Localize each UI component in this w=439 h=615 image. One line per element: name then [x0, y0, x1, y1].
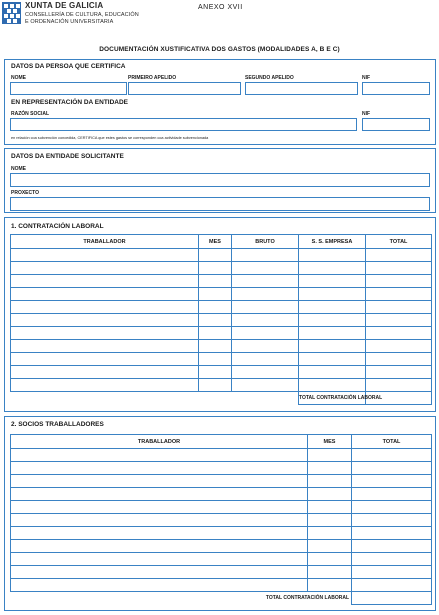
org-department — [25, 12, 139, 25]
labour-table-cell[interactable] — [199, 288, 232, 301]
partners-table-cell[interactable] — [11, 462, 308, 475]
partners-table-cell[interactable] — [352, 514, 432, 527]
partners-table-cell[interactable] — [308, 527, 352, 540]
partners-total-cell[interactable] — [352, 592, 432, 605]
partners-header-row — [11, 435, 432, 449]
partners-table-cell[interactable] — [11, 501, 308, 514]
labour-table-cell[interactable] — [366, 262, 432, 275]
partners-table-cell[interactable] — [308, 566, 352, 579]
partners-table-cell[interactable] — [352, 540, 432, 553]
org-dept-line1: CONSELLERÍA DE CULTURA, EDUCACIÓN — [25, 12, 139, 18]
labour-total-label: TOTAL CONTRATACIÓN LABORAL — [299, 392, 366, 405]
annex-label: ANEXO XVII — [198, 4, 243, 11]
partners-table-cell[interactable] — [352, 501, 432, 514]
nif2-label: NIF — [362, 111, 371, 117]
partners-table-row — [11, 488, 432, 501]
labour-table-cell[interactable] — [199, 262, 232, 275]
partners-table-row — [11, 579, 432, 592]
nome-field[interactable] — [10, 82, 127, 95]
labour-table-cell[interactable] — [11, 301, 199, 314]
partners-table-cell[interactable] — [308, 449, 352, 462]
labour-table-cell[interactable] — [199, 340, 232, 353]
labour-table-row — [11, 301, 432, 314]
labour-table-row — [11, 353, 432, 366]
partners-table-row — [11, 566, 432, 579]
partners-table-cell[interactable] — [11, 514, 308, 527]
labour-table-cell[interactable] — [199, 314, 232, 327]
partners-title: 2. SOCIOS TRABALLADORES — [11, 421, 104, 428]
partners-table-cell[interactable] — [308, 488, 352, 501]
partners-table-cell[interactable] — [308, 514, 352, 527]
labour-table-cell[interactable] — [299, 301, 366, 314]
labour-table-cell[interactable] — [199, 301, 232, 314]
labour-table-cell[interactable] — [366, 301, 432, 314]
partners-table-cell[interactable] — [308, 579, 352, 592]
apelido2-label: SEGUNDO APELIDO — [245, 75, 294, 81]
labour-table-cell[interactable] — [299, 249, 366, 262]
nif-label: NIF — [362, 75, 371, 81]
labour-section — [4, 217, 436, 412]
labour-table-row — [11, 262, 432, 275]
representation-title: EN REPRESENTACIÓN DA ENTIDADE — [11, 99, 129, 106]
labour-table-cell[interactable] — [199, 379, 232, 392]
labour-table-cell[interactable] — [232, 366, 299, 379]
partners-table-cell[interactable] — [352, 449, 432, 462]
labour-table-cell[interactable] — [299, 379, 366, 392]
labour-table-row — [11, 249, 432, 262]
xunta-emblem-icon — [2, 2, 21, 24]
labour-table-cell[interactable] — [232, 249, 299, 262]
labour-table-cell[interactable] — [11, 327, 199, 340]
labour-table-cell[interactable] — [232, 288, 299, 301]
labour-table-cell[interactable] — [366, 379, 432, 392]
labour-table-cell[interactable] — [11, 353, 199, 366]
labour-table-cell[interactable] — [11, 249, 199, 262]
labour-table-cell[interactable] — [299, 340, 366, 353]
labour-col-total: TOTAL — [366, 235, 432, 249]
apelido1-label: PRIMEIRO APELIDO — [128, 75, 177, 81]
partners-table — [10, 434, 432, 605]
certifier-section — [4, 59, 436, 145]
labour-table-cell[interactable] — [232, 275, 299, 288]
labour-table-cell[interactable] — [199, 327, 232, 340]
labour-table-row — [11, 379, 432, 392]
partners-table-cell[interactable] — [308, 501, 352, 514]
applicant-section — [4, 148, 436, 213]
partners-table-cell[interactable] — [11, 449, 308, 462]
partners-table-cell[interactable] — [11, 579, 308, 592]
partners-section — [4, 416, 436, 611]
proxecto-label: PROXECTO — [11, 190, 39, 196]
labour-table-cell[interactable] — [299, 275, 366, 288]
partners-table-row — [11, 475, 432, 488]
partners-table-cell[interactable] — [11, 553, 308, 566]
labour-table-cell[interactable] — [366, 327, 432, 340]
labour-table-cell[interactable] — [11, 262, 199, 275]
partners-total-row — [11, 592, 432, 605]
labour-table-cell[interactable] — [199, 366, 232, 379]
labour-header-row — [11, 235, 432, 249]
labour-table-cell[interactable] — [299, 366, 366, 379]
partners-table-row — [11, 514, 432, 527]
labour-total-row — [11, 392, 432, 405]
proxecto-field[interactable] — [10, 197, 430, 211]
labour-table-cell[interactable] — [199, 353, 232, 366]
nif2-field[interactable] — [362, 118, 430, 131]
labour-table-cell[interactable] — [11, 288, 199, 301]
razon-social-label: RAZÓN SOCIAL — [11, 111, 50, 117]
partners-table-cell[interactable] — [11, 527, 308, 540]
labour-table-cell[interactable] — [299, 353, 366, 366]
labour-table-cell[interactable] — [11, 314, 199, 327]
partners-table-cell[interactable] — [11, 566, 308, 579]
labour-table-cell[interactable] — [232, 262, 299, 275]
partners-table-cell[interactable] — [352, 553, 432, 566]
labour-table-cell[interactable] — [366, 249, 432, 262]
labour-table-row — [11, 288, 432, 301]
labour-table-cell[interactable] — [232, 353, 299, 366]
labour-title: 1. CONTRATACIÓN LABORAL — [11, 223, 104, 230]
labour-table-cell[interactable] — [366, 314, 432, 327]
labour-col-bruto: BRUTO — [232, 235, 299, 249]
certify-note: en relación coa subvención concedida, CERTIFICA que estes gastos se corresponden coa actividade subvencionada — [11, 136, 209, 140]
apelido2-field[interactable] — [245, 82, 358, 95]
partners-table-cell[interactable] — [352, 462, 432, 475]
partners-table-cell[interactable] — [11, 488, 308, 501]
labour-table-row — [11, 314, 432, 327]
partners-table-cell[interactable] — [352, 527, 432, 540]
labour-table-cell[interactable] — [232, 327, 299, 340]
org-name: XUNTA DE GALICIA — [25, 1, 104, 10]
partners-col-traballador: TRABALLADOR — [11, 435, 308, 449]
partners-table-row — [11, 540, 432, 553]
partners-table-cell[interactable] — [352, 475, 432, 488]
labour-table-cell[interactable] — [366, 353, 432, 366]
labour-table-cell[interactable] — [299, 262, 366, 275]
labour-table-cell[interactable] — [199, 249, 232, 262]
labour-table-cell[interactable] — [366, 340, 432, 353]
labour-table-cell[interactable] — [366, 288, 432, 301]
apelido1-field[interactable] — [128, 82, 241, 95]
razon-social-field[interactable] — [10, 118, 357, 131]
labour-col-traballador: TRABALLADOR — [11, 235, 199, 249]
labour-table-cell[interactable] — [11, 379, 199, 392]
labour-table-cell[interactable] — [232, 314, 299, 327]
labour-table-cell[interactable] — [11, 275, 199, 288]
labour-table-row — [11, 275, 432, 288]
labour-table-cell[interactable] — [11, 366, 199, 379]
labour-table-cell[interactable] — [366, 366, 432, 379]
org-dept-line2: E ORDENACIÓN UNIVERSITARIA — [25, 18, 114, 25]
partners-table-cell[interactable] — [308, 540, 352, 553]
document-title: DOCUMENTACIÓN XUSTIFICATIVA DOS GASTOS (MODALIDADES A, B E C) — [99, 46, 340, 53]
labour-col-ss-empresa: S. S. EMPRESA — [299, 235, 366, 249]
partners-table-cell[interactable] — [308, 462, 352, 475]
partners-table-row — [11, 527, 432, 540]
partners-total-label: TOTAL CONTRATACIÓN LABORAL — [11, 592, 352, 605]
partners-col-total: TOTAL — [352, 435, 432, 449]
partners-table-cell[interactable] — [308, 553, 352, 566]
labour-table-cell[interactable] — [232, 301, 299, 314]
labour-table-cell[interactable] — [299, 314, 366, 327]
partners-table-row — [11, 553, 432, 566]
applicant-title: DATOS DA ENTIDADE SOLICITANTE — [11, 153, 124, 160]
partners-table-row — [11, 501, 432, 514]
partners-table-cell[interactable] — [308, 475, 352, 488]
partners-table-cell[interactable] — [11, 475, 308, 488]
labour-table-row — [11, 327, 432, 340]
labour-table-cell[interactable] — [232, 340, 299, 353]
applicant-nome-field[interactable] — [10, 173, 430, 187]
labour-table-row — [11, 340, 432, 353]
labour-table-cell[interactable] — [366, 275, 432, 288]
labour-table-row — [11, 366, 432, 379]
partners-col-mes: MES — [308, 435, 352, 449]
labour-table-cell[interactable] — [299, 288, 366, 301]
partners-table-row — [11, 449, 432, 462]
nif-field[interactable] — [362, 82, 430, 95]
labour-table-cell[interactable] — [11, 340, 199, 353]
labour-table-cell[interactable] — [199, 275, 232, 288]
labour-table — [10, 234, 432, 405]
partners-table-cell[interactable] — [352, 488, 432, 501]
labour-table-cell[interactable] — [299, 327, 366, 340]
nome-label: NOME — [11, 75, 26, 81]
partners-table-cell[interactable] — [11, 540, 308, 553]
partners-table-cell[interactable] — [352, 579, 432, 592]
partners-table-row — [11, 462, 432, 475]
partners-table-cell[interactable] — [352, 566, 432, 579]
labour-col-mes: MES — [199, 235, 232, 249]
xunta-logo — [2, 1, 152, 31]
applicant-nome-label: NOME — [11, 166, 26, 172]
labour-table-cell[interactable] — [232, 379, 299, 392]
certifier-title: DATOS DA PERSOA QUE CERTIFICA — [11, 63, 126, 70]
